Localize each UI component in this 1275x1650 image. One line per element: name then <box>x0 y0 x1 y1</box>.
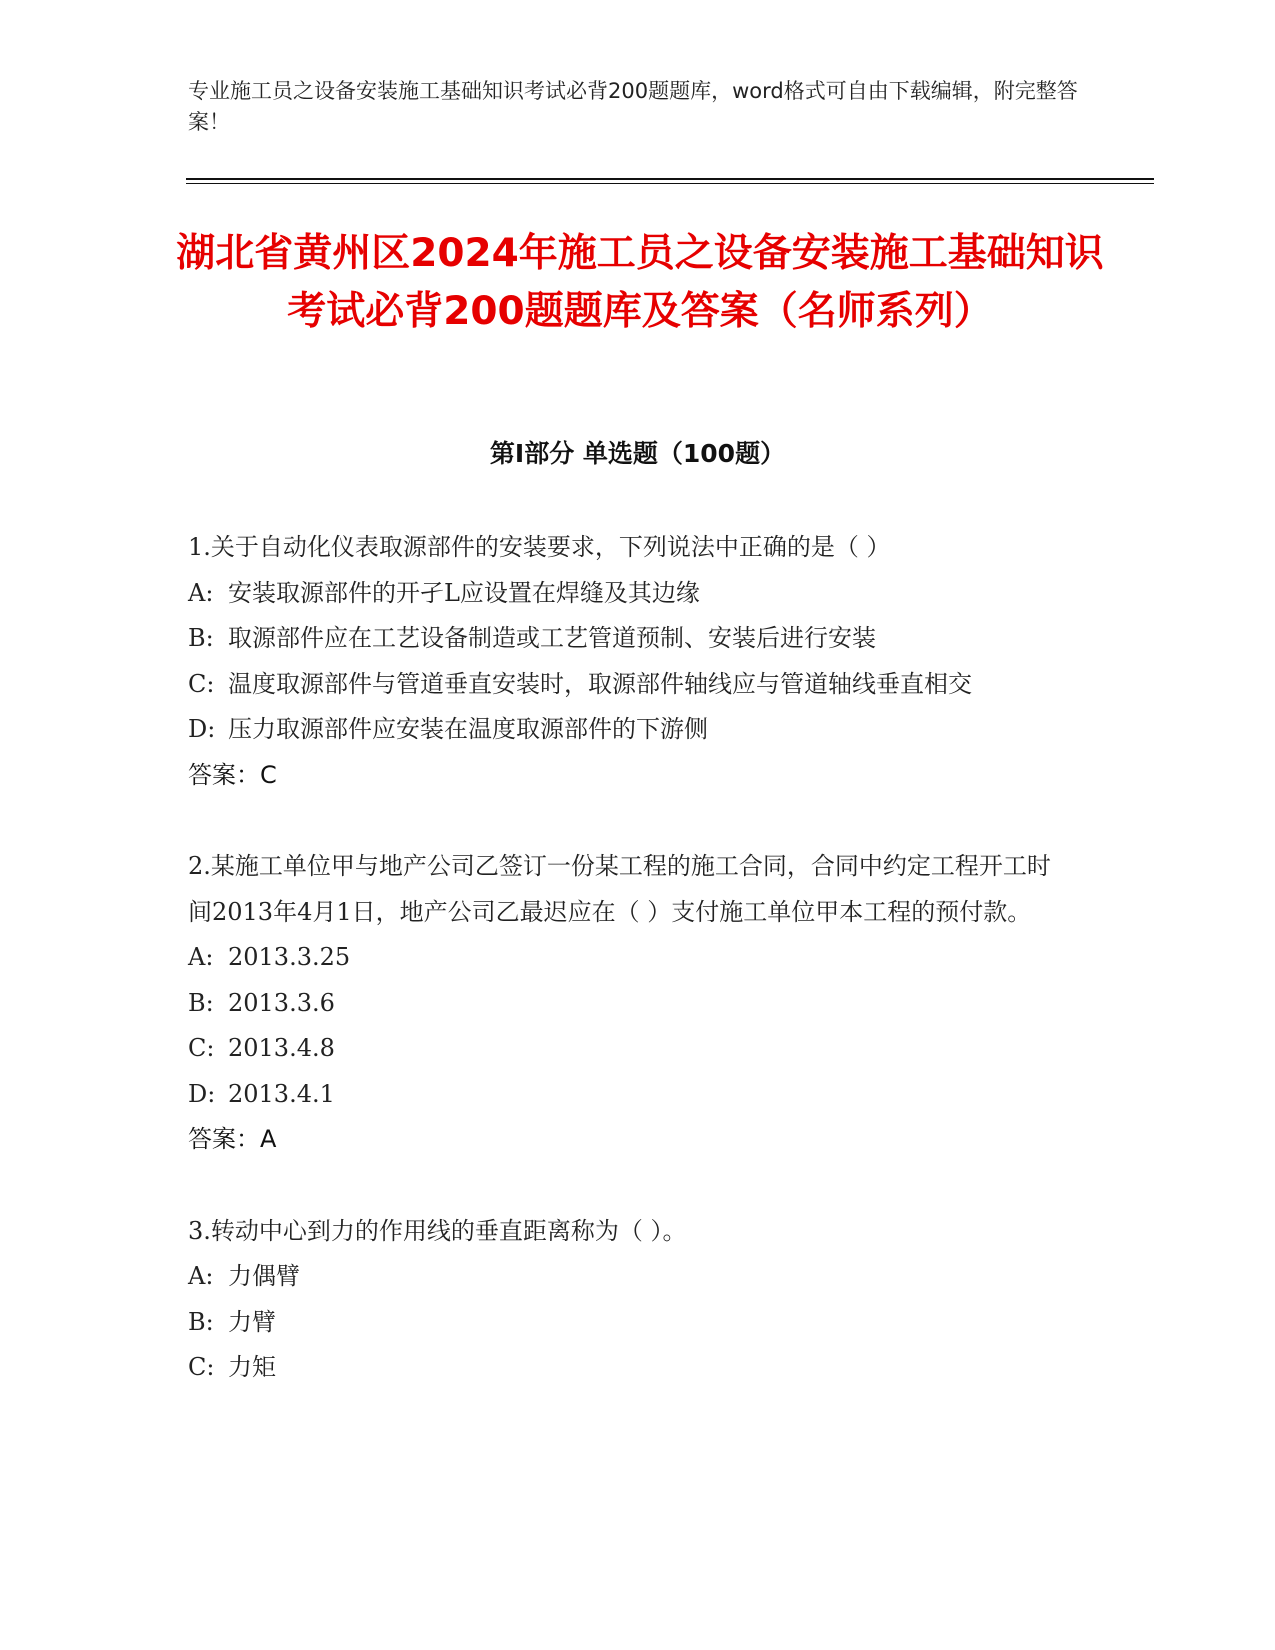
option-key: A: <box>188 943 214 971</box>
option-c <box>188 1345 1068 1391</box>
option-text: 力矩 <box>228 1353 276 1381</box>
option-key: C: <box>188 669 215 698</box>
option-key: D: <box>188 715 216 743</box>
option-b <box>188 616 1068 662</box>
option-key: B: <box>188 624 214 652</box>
section-title: 第Ⅰ部分 单选题（100题） <box>489 439 786 468</box>
question-1 <box>188 525 1068 798</box>
option-c <box>188 662 1068 708</box>
option-text: 2013.4.8 <box>228 1034 335 1062</box>
option-key: C: <box>188 1353 215 1381</box>
option-text: 2013.4.1 <box>228 1079 335 1108</box>
question-list <box>188 525 1068 1437</box>
header-divider <box>186 178 1154 180</box>
option-text: 2013.3.25 <box>228 943 351 971</box>
document-title: 湖北省黄州区2024年施工员之设备安装施工基础知识考试必背200题题库及答案（名师系列） <box>176 231 1104 334</box>
option-text: 压力取源部件应安装在温度取源部件的下游侧 <box>228 715 708 743</box>
option-text: 2013.3.6 <box>228 988 335 1017</box>
option-a <box>188 1254 1068 1300</box>
option-a <box>188 571 1068 617</box>
header-divider-thin <box>186 183 1154 184</box>
option-text: 温度取源部件与管道垂直安装时，取源部件轴线应与管道轴线垂直相交 <box>228 669 972 698</box>
header-note: 专业施工员之设备安装施工基础知识考试必背200题题库，word格式可自由下载编辑，附完整答案！ <box>188 79 1078 134</box>
question-text: 3.转动中心到力的作用线的垂直距离称为（ ）。 <box>188 1216 687 1245</box>
option-text: 力臂 <box>228 1307 276 1336</box>
question-text: 1.关于自动化仪表取源部件的安装要求，下列说法中正确的是（ ） <box>188 533 891 561</box>
option-b <box>188 981 1068 1027</box>
option-key: A: <box>188 1262 214 1290</box>
option-key: A: <box>188 578 214 607</box>
option-b <box>188 1300 1068 1346</box>
question-text: 2.某施工单位甲与地产公司乙签订一份某工程的施工合同，合同中约定工程开工时间2013年4月1日，地产公司乙最迟应在（ ）支付施工单位甲本工程的预付款。 <box>188 852 1051 926</box>
question-3 <box>188 1209 1068 1391</box>
option-text: 力偶臂 <box>228 1262 300 1290</box>
option-text: 安装取源部件的开孑L应设置在焊缝及其边缘 <box>228 578 700 607</box>
option-c <box>188 1026 1068 1072</box>
option-d <box>188 707 1068 753</box>
option-d <box>188 1072 1068 1118</box>
option-key: B: <box>188 1307 214 1336</box>
option-text: 取源部件应在工艺设备制造或工艺管道预制、安装后进行安装 <box>228 624 876 652</box>
answer: 答案：A <box>188 1125 277 1153</box>
option-a <box>188 935 1068 981</box>
question-2 <box>188 844 1068 1163</box>
option-key: D: <box>188 1079 216 1108</box>
option-key: C: <box>188 1034 215 1062</box>
option-key: B: <box>188 988 214 1017</box>
answer: 答案：C <box>188 760 277 789</box>
